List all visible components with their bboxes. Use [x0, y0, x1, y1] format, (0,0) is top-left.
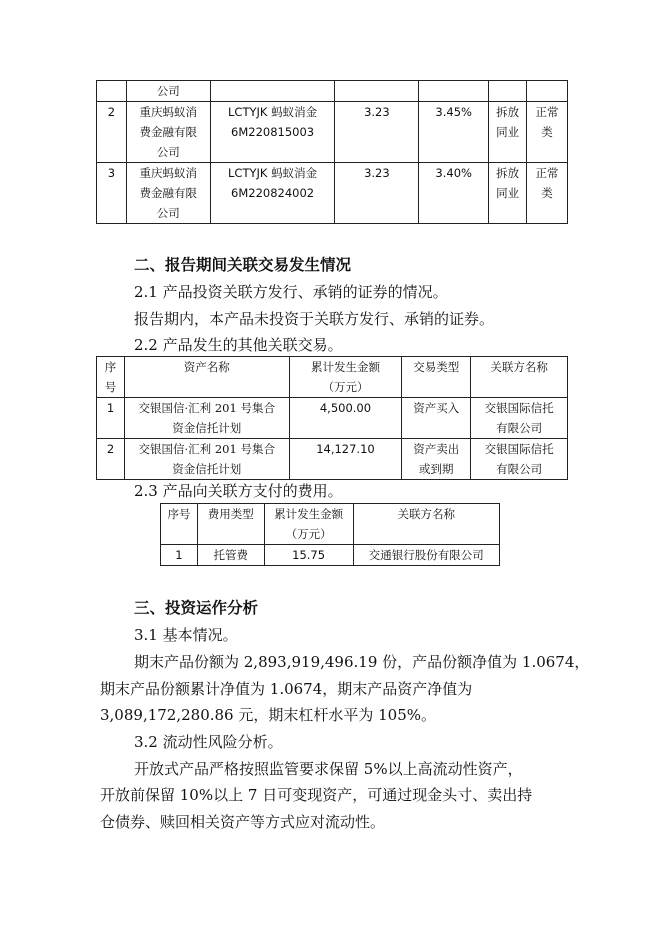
cell-party: 交银国际信托 有限公司	[471, 398, 568, 439]
cell-type: 拆放 同业	[489, 102, 527, 163]
cell-rate	[419, 81, 489, 102]
cell-no	[97, 81, 127, 102]
col-fee-type: 费用类型	[197, 504, 264, 545]
col-asset: 资产名称	[124, 357, 289, 398]
cell-rate: 3.40%	[419, 163, 489, 224]
col-party: 关联方名称	[471, 357, 568, 398]
cell-no: 3	[97, 163, 127, 224]
cell-rate: 3.45%	[419, 102, 489, 163]
col-amount: 累计发生金额 （万元）	[264, 504, 353, 545]
cell-code: LCTYJK 蚂蚁消金 6M220824002	[210, 163, 335, 224]
table-row	[97, 102, 568, 163]
col-party: 关联方名称	[353, 504, 500, 545]
cell-asset: 交银国信·汇利 201 号集合 资金信托计划	[124, 439, 289, 480]
table-row	[97, 81, 568, 102]
related-fees-table	[160, 503, 500, 566]
cell-type: 拆放 同业	[489, 163, 527, 224]
table-header-row	[161, 504, 500, 545]
section3-1-title: 3.1 基本情况。	[134, 626, 238, 644]
cell-issuer: 重庆蚂蚁消 费金融有限 公司	[126, 163, 210, 224]
table-header-row	[97, 357, 568, 398]
section3-1-line1: 期末产品份额为 2,893,919,496.19 份，产品份额净值为 1.0674，	[134, 653, 590, 671]
cell-amount: 15.75	[264, 545, 353, 566]
cell-amount: 14,127.10	[289, 439, 402, 480]
section3-2-line3: 仓债券、赎回相关资产等方式应对流动性。	[100, 813, 386, 831]
col-no: 序 号	[97, 357, 125, 398]
cell-class	[527, 81, 568, 102]
cell-no: 2	[97, 439, 125, 480]
cell-value: 3.23	[335, 163, 419, 224]
cell-type: 资产卖出 或到期	[402, 439, 471, 480]
section3-2-line2: 开放前保留 10%以上 7 日可变现资产，可通过现金头寸、卖出持	[100, 786, 533, 804]
section3-2-title: 3.2 流动性风险分析。	[134, 733, 283, 751]
section3-heading: 三、投资运作分析	[134, 598, 259, 617]
related-transactions-table	[96, 356, 568, 480]
cell-issuer: 公司	[126, 81, 210, 102]
section3-2-line1: 开放式产品严格按照监管要求保留 5%以上高流动性资产，	[134, 760, 523, 778]
cell-asset: 交银国信·汇利 201 号集合 资金信托计划	[124, 398, 289, 439]
section2-1-title: 2.1 产品投资关联方发行、承销的证券的情况。	[134, 283, 448, 301]
cell-code	[210, 81, 335, 102]
cell-code: LCTYJK 蚂蚁消金 6M220815003	[210, 102, 335, 163]
col-no: 序号	[161, 504, 198, 545]
section3-1-line2: 期末产品份额累计净值为 1.0674，期末产品资产净值为	[100, 680, 473, 698]
cell-fee-type: 托管费	[197, 545, 264, 566]
section2-3-title: 2.3 产品向关联方支付的费用。	[134, 482, 343, 500]
section2-2-title: 2.2 产品发生的其他关联交易。	[134, 336, 343, 354]
cell-party: 交银国际信托 有限公司	[471, 439, 568, 480]
col-amount: 累计发生金额 （万元）	[289, 357, 402, 398]
cell-class: 正常 类	[527, 102, 568, 163]
section2-1-body: 报告期内，本产品未投资于关联方发行、承销的证券。	[134, 310, 495, 328]
table-row	[161, 545, 500, 566]
cell-type	[489, 81, 527, 102]
cell-no: 1	[161, 545, 198, 566]
table-row	[97, 439, 568, 480]
table-row	[97, 163, 568, 224]
cell-issuer: 重庆蚂蚁消 费金融有限 公司	[126, 102, 210, 163]
section2-heading: 二、报告期间关联交易发生情况	[134, 255, 352, 274]
cell-class: 正常 类	[527, 163, 568, 224]
cell-type: 资产买入	[402, 398, 471, 439]
cell-value: 3.23	[335, 102, 419, 163]
cell-no: 1	[97, 398, 125, 439]
holdings-table	[96, 80, 568, 224]
cell-party: 交通银行股份有限公司	[353, 545, 500, 566]
table-row	[97, 398, 568, 439]
section3-1-line3: 3,089,172,280.86 元，期末杠杆水平为 105%。	[100, 706, 437, 724]
cell-amount: 4,500.00	[289, 398, 402, 439]
cell-value	[335, 81, 419, 102]
col-type: 交易类型	[402, 357, 471, 398]
cell-no: 2	[97, 102, 127, 163]
